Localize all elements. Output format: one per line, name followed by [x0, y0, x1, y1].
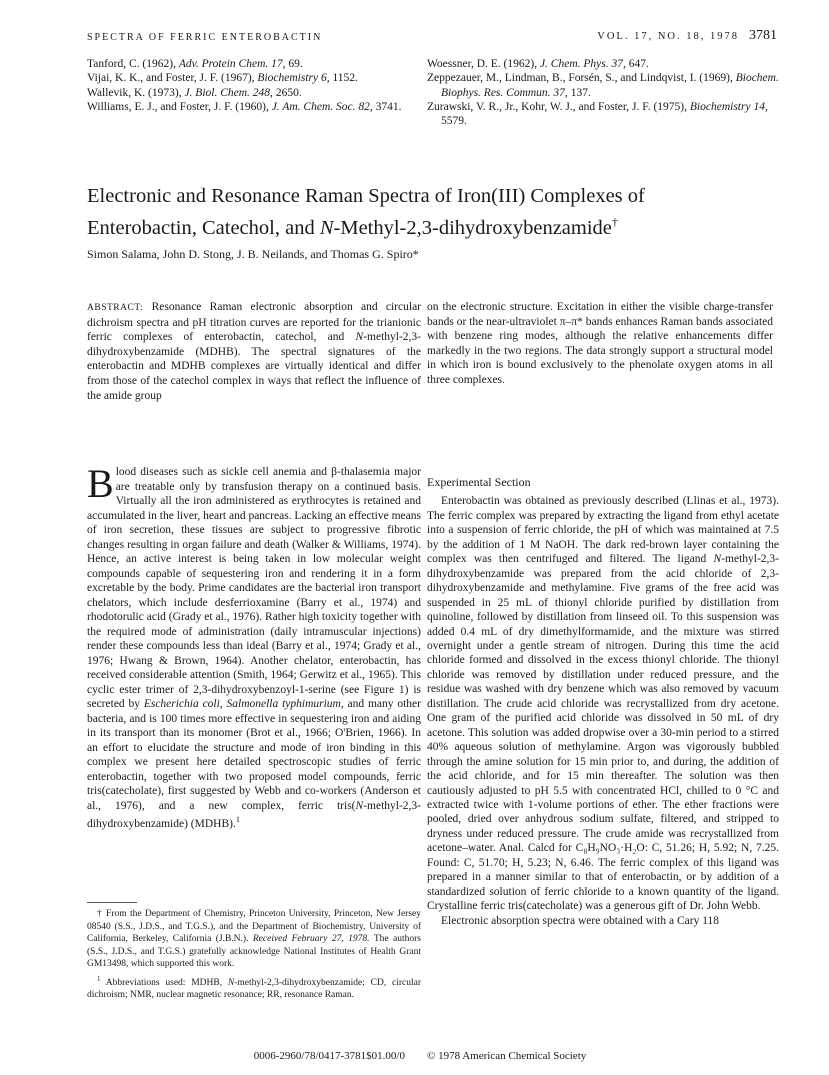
- reference-item: Zurawski, V. R., Jr., Kohr, W. J., and Foster, J. F. (1975), Biochemistry 14, 5579.: [427, 100, 768, 128]
- article-title: [87, 183, 747, 241]
- reference-item: Tanford, C. (1962), Adv. Protein Chem. 17, 69.: [87, 58, 303, 70]
- page-number: 3781: [749, 28, 777, 43]
- running-header: [87, 28, 777, 46]
- reference-item: Williams, E. J., and Foster, J. F. (1960), J. Am. Chem. Soc. 82, 3741.: [87, 100, 402, 113]
- introduction-text: Blood diseases such as sickle cell anemia and β-thalasemia major are treatable only by transfusion therapy on a continued basis. Virtually all the iron administered as erythrocytes is retained and accumulated in the liver, heart and pancreas. Lacking an effective means of iron secretion, these tissues are subject to progressive fibrotic changes resulting in organ failure and death (Walker & Williams, 1974). Hence, an active interest is being taken in low molecular weight compounds capable of sequestering iron and rendering it in a form excretable by the body. Prime candidates are the bacterial iron transport chelators, which include desferrioxamine (Barry et al., 1974) and rhodotorulic acid (Grady et al., 1976). Rather high toxicity together with the required mode of administration (daily intramuscular injections) render these compounds less than ideal (Barry et al., 1974; Grady et al., 1976; Hwang & Brown, 1964). Another chelator, enterobactin, has received considerable attention (Smith, 1964; Gerwitz et al., 1965). This cyclic ester trimer of 2,3-dihydroxybenzoyl-1-serine (see Figure 1) is secreted by Escherichia coli, Salmonella typhimurium, and many other bacteria, and is 100 times more effective in sequestering iron and aiding in its transport than its monomer (Brot et al., 1966; O'Brien, 1966). In an effort to elucidate the structure and mode of iron binding in this complex we present here detailed spectroscopic studies of ferric enterobactin, together with two proposed model compounds, ferric tris(catecholate), first suggested by Webb and co-workers (Anderson et al., 1976), and a new complex, ferric tris(N-methyl-2,3-dihydroxybenzamide) (MDHB).$^1$: [87, 461, 421, 830]
- drop-cap: B: [87, 461, 114, 506]
- reference-item: Vijai, K. K., and Foster, J. F. (1967), Biochemistry 6, 1152.: [87, 72, 358, 85]
- volume-page: [597, 28, 777, 44]
- footnote-affiliation: † From the Department of Chemistry, Princeton University, Princeton, New Jersey 08540 (S.S., J.D.S., and T.G.S.), and the Department of Biochemistry, University of California, Berkeley, California (J.B.N.). Received February 27, 1978. The authors (S.S., J.D.S., and T.G.S.) gratefully acknowledge National Institutes of Health Grant GM13498, which supported this work.: [87, 909, 421, 969]
- author-list: Simon Salama, John D. Stong, J. B. Neilands, and Thomas G. Spiro*: [87, 247, 419, 261]
- experimental-paragraph-1: Enterobactin was obtained as previously described (Llinas et al., 1973). The ferric complex was prepared by extracting the ligand from ethyl acetate into a suspension of ferric chloride, the pH of which was maintained at 7.5 by the addition of 1 M NaOH. The dark red-brown layer containing the complex was then centrifuged and filtered. The ligand N-methyl-2,3-dihydroxybenzamide was prepared from the acid chloride of 2,3-dihydroxybenzamide and methylamine. Five grams of the free acid was suspended in 25 mL of thionyl chloride purified by distillation from quinoline, followed by distillation from linseed oil. To this suspension was added 0.4 mL of dry dimethylformamide, and the mixture was stirred overnight under a gentle stream of nitrogen. During this time the acid chloride formed and dissolved in the excess thionyl chloride. The thionyl chloride was removed by distillation under reduced pressure, and the residue was washed with dry benzene which was also removed by vacuum distillation. The crude acid chloride was recrystallized from dry acetone. One gram of the purified acid chloride was dissolved in 50 mL of dry acetone. This solution was added dropwise over a 30-min period to a stirred 40% aqueous solution of methylamine. Argon was vigorously bubbled through the amine solution for 15 min prior to, and during, the addition of the acid chloride, and for 15 min thereafter. The solution was then cautiously adjusted to pH 5.5 with concentrated HCl, chilled to 0 °C and extracted twice with 1-volume portions of ether. The ether fractions were pooled, dried over anhydrous sodium sulfate, filtered, and stripped to dryness under reduced pressure. The crude amide was recrystallized from acetone–water. Anal. Calcd for C₈H₉NO₃·H₂O: C, 51.26; H, 5.92; N, 7.25. Found: C, 51.70; H, 5.23; N, 6.46. The ferric complex of this ligand was prepared in a manner similar to that of enterobactin, or by addition of a standardized solution of ferric chloride to a known quantity of the ligand. Crystalline ferric tris(catecholate) was a generous gift of Dr. John Webb.: [427, 495, 779, 913]
- page-footer: [200, 1050, 640, 1062]
- title-line-2: Enterobactin, Catechol, and N-Methyl-2,3-dihydroxybenzamide†: [87, 215, 618, 239]
- reference-item: Zeppezauer, M., Lindman, B., Forsén, S., and Lindqvist, I. (1969), Biochem. Biophys. Res. Commun. 37, 137.: [427, 72, 779, 99]
- footnote-abbreviations: $^1$ Abbreviations used: MDHB, N-methyl-2,3-dihydroxybenzamide; CD, circular dichroism; NMR, nuclear magnetic resonance; RR, resonance Raman.: [87, 974, 421, 1001]
- running-title: SPECTRA OF FERRIC ENTEROBACTIN: [87, 32, 323, 43]
- title-line-1: Electronic and Resonance Raman Spectra of Iron(III) Complexes of: [87, 185, 645, 207]
- footer-code: 0006-2960/78/0417-3781$01.00/0: [253, 1050, 405, 1062]
- footnotes: [87, 908, 421, 1004]
- experimental-paragraph-2: Electronic absorption spectra were obtained with a Cary 118: [441, 914, 720, 927]
- reference-item: Woessner, D. E. (1962), J. Chem. Phys. 37, 647.: [427, 58, 649, 70]
- footnote-divider: [87, 902, 137, 903]
- experimental-section: [427, 475, 779, 928]
- abstract-label: ABSTRACT:: [87, 303, 144, 313]
- reference-item: Wallevik, K. (1973), J. Biol. Chem. 248, 2650.: [87, 86, 302, 99]
- references-right-column: [427, 57, 779, 128]
- footer-copyright: © 1978 American Chemical Society: [426, 1050, 587, 1062]
- references-left-column: [87, 57, 423, 114]
- volume-info: VOL. 17, NO. 18, 1978: [597, 31, 739, 42]
- section-heading: Experimental Section: [427, 475, 531, 489]
- abstract-left-column: ABSTRACT: Resonance Raman electronic absorption and circular dichroism spectra and pH titration curves are reported for the trianionic ferric complexes of enterobactin, catechol, and N-methyl-2,3-dihydroxybenzamide (MDHB). The spectral signatures of the enterobactin and MDHB complexes are virtually identical and differ from those of the catechol complex in ways that reflect the influence of the amide group: [87, 301, 421, 402]
- abstract-right-column: on the electronic structure. Excitation in either the visible charge-transfer bands or the near-ultraviolet π–π* bands enhances Raman bands associated with benzene ring modes, although the relative enhancements differ markedly in the two regions. The data strongly support a structural model in which iron is bound exclusively to the phenolate oxygen atoms in all three complexes.: [427, 301, 773, 386]
